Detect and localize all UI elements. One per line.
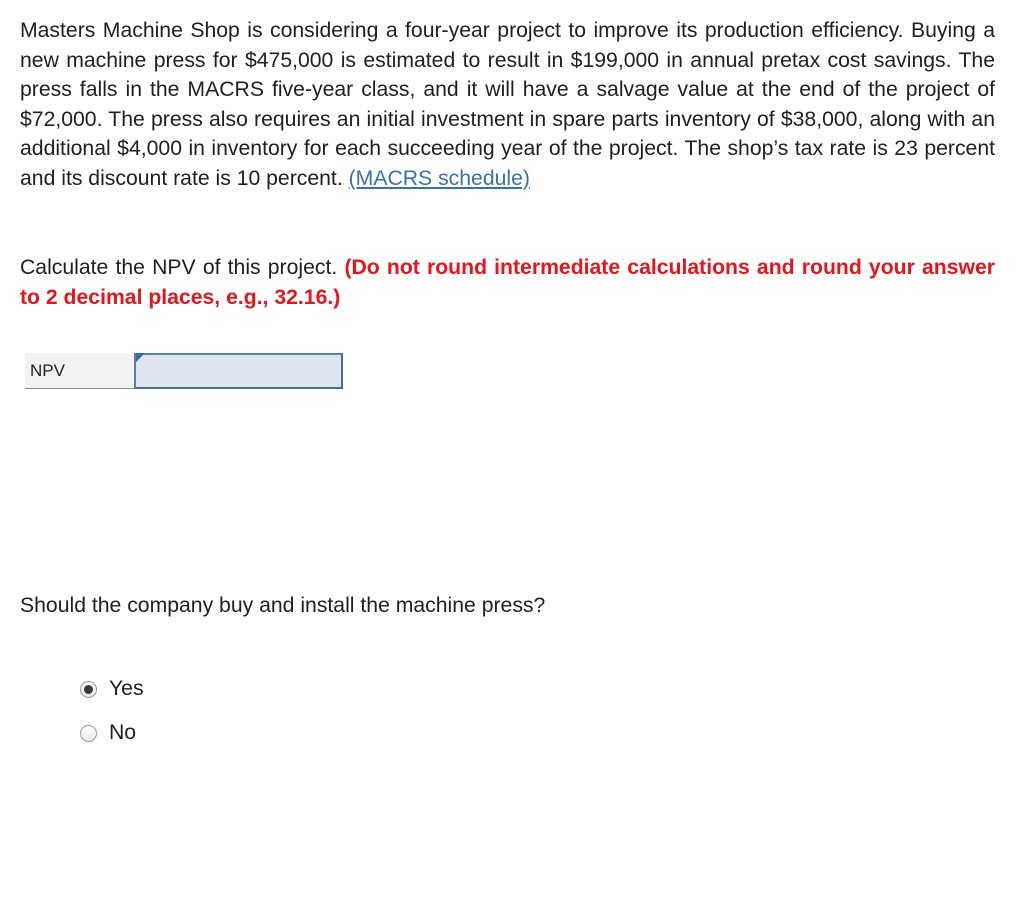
npv-input[interactable] (134, 353, 343, 389)
rounding-instruction: (Do not round intermediate calculations and round your answer to 2 decimal places, e.g., 32.16.) (20, 256, 996, 309)
option-no-label: No (109, 721, 137, 744)
npv-answer-row (25, 353, 340, 389)
option-yes-label: Yes (109, 677, 144, 700)
radio-no[interactable] (80, 725, 97, 742)
npv-label: NPV (25, 353, 134, 389)
npv-input-wrapper (134, 353, 340, 389)
option-yes[interactable] (80, 674, 144, 704)
radio-yes[interactable] (80, 681, 97, 698)
input-corner-flag-icon (136, 353, 145, 362)
radio-selected-dot-icon (84, 685, 93, 694)
question-body: Masters Machine Shop is considering a four-year project to improve its production efficiency. Buying a new machine press for $475,000 is estimated to result in $199,000 in annual pretax cost savings. The press falls in the MACRS five-year class, and it will have a salvage value at the end of the project of $72,000. The press also requires an initial investment in spare parts inventory of $38,000, along with an additional $4,000 in inventory for each succeeding year of the project. The shop’s tax rate is 23 percent and its discount rate is 10 percent. (20, 19, 995, 190)
question-text (20, 16, 995, 193)
option-no[interactable] (80, 718, 144, 748)
instruction-body: Calculate the NPV of this project. (20, 256, 338, 279)
decision-options (80, 674, 144, 762)
instruction-text (20, 253, 995, 313)
macrs-schedule-link[interactable]: (MACRS schedule) (348, 166, 530, 190)
decision-question: Should the company buy and install the machine press? (20, 594, 546, 617)
